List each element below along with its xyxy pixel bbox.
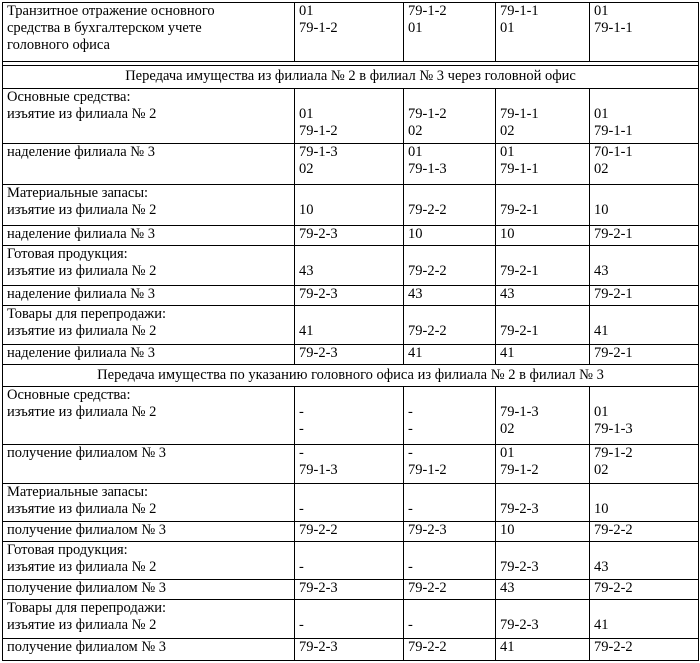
cell-line: 79-2-3	[299, 226, 338, 243]
cell-line: 02	[500, 122, 515, 139]
debit-main-cell	[295, 580, 404, 600]
cell-line: 79-2-1	[500, 322, 539, 339]
debit-main-cell	[295, 3, 404, 62]
cell-line: 79-1-1	[500, 105, 539, 122]
table-row	[3, 345, 699, 365]
cell-line: 79-1-2	[408, 105, 447, 122]
table-row	[3, 305, 699, 344]
credit-branch-cell	[590, 638, 699, 660]
label-cell	[3, 305, 295, 344]
debit-main-cell	[295, 88, 404, 143]
cell-line: -	[299, 421, 304, 438]
cell-line: Материальные запасы:	[7, 483, 149, 500]
cell-line: 01	[594, 404, 609, 421]
cell-line	[299, 89, 399, 106]
credit-main-cell	[404, 522, 496, 542]
label-cell	[3, 600, 295, 638]
cell-line	[500, 484, 585, 501]
cell-line	[594, 542, 694, 559]
cell-line: Основные средства:	[7, 387, 131, 404]
cell-line: Основные средства:	[7, 88, 131, 105]
cell-line	[299, 246, 399, 263]
label-cell	[3, 387, 295, 444]
debit-branch-cell	[496, 638, 590, 660]
cell-line	[408, 185, 491, 202]
cell-line	[594, 600, 694, 617]
table-row	[3, 483, 699, 521]
cell-line: изъятие из филиала № 2	[7, 404, 157, 421]
table-row	[3, 444, 699, 483]
debit-branch-cell	[496, 185, 590, 226]
cell-line: 79-1-2	[594, 444, 633, 461]
cell-line	[408, 600, 491, 617]
cell-line: 79-2-3	[299, 638, 338, 655]
table-row	[3, 185, 699, 226]
cell-line: средства в бухгалтерском учете	[7, 20, 202, 36]
credit-branch-cell	[590, 444, 699, 483]
label-cell	[3, 88, 295, 143]
cell-line: -	[408, 559, 413, 576]
cell-line: 43	[594, 559, 609, 576]
debit-main-cell	[295, 483, 404, 521]
cell-line: 79-2-3	[299, 345, 338, 362]
cell-line: 79-2-3	[299, 285, 338, 302]
cell-line	[408, 89, 491, 106]
cell-line: 01	[594, 105, 609, 122]
cell-line	[408, 306, 491, 323]
cell-line: 79-1-3	[408, 160, 447, 177]
cell-line: 01	[299, 105, 314, 122]
cell-line: Товары для перепродажи:	[7, 600, 166, 617]
cell-line: 79-2-3	[299, 580, 338, 597]
cell-line: изъятие из филиала № 2	[7, 617, 157, 634]
cell-line	[299, 306, 399, 323]
cell-line	[500, 306, 585, 323]
section-header-row	[3, 66, 699, 88]
credit-main-cell	[404, 285, 496, 305]
accounting-entries-table	[2, 2, 699, 661]
debit-branch-cell	[496, 246, 590, 285]
debit-branch-cell	[496, 3, 590, 62]
credit-main-cell	[404, 387, 496, 444]
cell-line: 41	[500, 638, 515, 655]
cell-line: 79-2-2	[594, 638, 633, 655]
cell-line: -	[299, 559, 304, 576]
cell-line: изъятие из филиала № 2	[7, 202, 157, 219]
debit-main-cell	[295, 143, 404, 184]
table-row	[3, 88, 699, 143]
cell-line: наделение филиала № 3	[7, 143, 155, 160]
cell-line: 43	[299, 263, 314, 280]
cell-line: 79-1-2	[500, 461, 539, 478]
cell-line: изъятие из филиала № 2	[7, 105, 157, 122]
credit-branch-cell	[590, 387, 699, 444]
cell-line: Материальные запасы:	[7, 185, 149, 202]
debit-main-cell	[295, 638, 404, 660]
cell-line: -	[408, 617, 413, 634]
credit-branch-cell	[590, 483, 699, 521]
debit-branch-cell	[496, 600, 590, 638]
cell-line: 01	[408, 143, 423, 160]
section-header: Передача имущества по указанию головного офиса из филиала № 2 в филиал № 3	[3, 365, 699, 387]
cell-line: 79-2-2	[408, 263, 447, 280]
debit-branch-cell	[496, 226, 590, 246]
credit-main-cell	[404, 600, 496, 638]
debit-main-cell	[295, 185, 404, 226]
cell-line: -	[299, 404, 304, 421]
credit-main-cell	[404, 444, 496, 483]
cell-line	[7, 462, 290, 479]
debit-main-cell	[295, 285, 404, 305]
cell-line	[594, 387, 694, 404]
table-row	[3, 600, 699, 638]
cell-line	[7, 123, 290, 140]
credit-branch-cell	[590, 226, 699, 246]
cell-line	[594, 306, 694, 323]
credit-main-cell	[404, 345, 496, 365]
table-row	[3, 285, 699, 305]
cell-line: 10	[500, 522, 515, 539]
credit-main-cell	[404, 483, 496, 521]
cell-line: получение филиалом № 3	[7, 444, 167, 461]
cell-line: Товары для перепродажи:	[7, 305, 166, 322]
cell-line: 01	[594, 3, 609, 19]
cell-line	[408, 387, 491, 404]
cell-line: 79-1-1	[500, 160, 539, 177]
debit-main-cell	[295, 226, 404, 246]
debit-main-cell	[295, 387, 404, 444]
cell-line: 79-2-2	[408, 322, 447, 339]
cell-line	[500, 600, 585, 617]
cell-line: получение филиалом № 3	[7, 580, 167, 597]
cell-line: 79-1-3	[299, 143, 338, 160]
cell-line: 02	[299, 160, 314, 177]
cell-line: 79-2-1	[500, 202, 539, 219]
credit-main-cell	[404, 542, 496, 580]
label-cell	[3, 345, 295, 365]
cell-line: 79-2-2	[594, 580, 633, 597]
cell-line: 79-1-2	[408, 461, 447, 478]
credit-branch-cell	[590, 285, 699, 305]
cell-line	[594, 89, 694, 106]
cell-line: 01	[500, 143, 515, 160]
cell-line: получение филиалом № 3	[7, 522, 167, 539]
credit-branch-cell	[590, 580, 699, 600]
cell-line: 10	[408, 226, 423, 243]
label-cell	[3, 444, 295, 483]
cell-line: 02	[500, 421, 515, 438]
cell-line	[500, 387, 585, 404]
cell-line: 02	[594, 160, 609, 177]
cell-line: 43	[500, 285, 515, 302]
cell-line: 10	[299, 202, 314, 219]
credit-branch-cell	[590, 522, 699, 542]
table-row	[3, 542, 699, 580]
cell-line: -	[408, 500, 413, 517]
debit-main-cell	[295, 444, 404, 483]
table-row	[3, 3, 699, 62]
cell-line: 79-2-1	[594, 285, 633, 302]
label-cell	[3, 143, 295, 184]
debit-main-cell	[295, 522, 404, 542]
cell-line: 79-1-1	[594, 122, 633, 139]
cell-line	[594, 484, 694, 501]
credit-branch-cell	[590, 3, 699, 62]
cell-line	[7, 421, 290, 438]
label-cell	[3, 3, 295, 62]
table-row	[3, 638, 699, 660]
cell-line: 43	[500, 580, 515, 597]
debit-main-cell	[295, 345, 404, 365]
debit-branch-cell	[496, 522, 590, 542]
debit-main-cell	[295, 246, 404, 285]
cell-line: 01	[500, 20, 515, 36]
cell-line: Готовая продукция:	[7, 246, 128, 263]
debit-branch-cell	[496, 88, 590, 143]
cell-line: 02	[594, 461, 609, 478]
table-row	[3, 580, 699, 600]
cell-line: наделение филиала № 3	[7, 345, 155, 362]
credit-branch-cell	[590, 88, 699, 143]
cell-line: 79-2-3	[500, 617, 539, 634]
credit-branch-cell	[590, 305, 699, 344]
cell-line: 79-2-1	[594, 345, 633, 362]
credit-main-cell	[404, 305, 496, 344]
cell-line: 79-1-3	[500, 404, 539, 421]
table-row	[3, 387, 699, 444]
table-row	[3, 246, 699, 285]
credit-main-cell	[404, 246, 496, 285]
cell-line: 79-2-2	[408, 580, 447, 597]
cell-line: 41	[500, 345, 515, 362]
cell-line	[500, 89, 585, 106]
cell-line: 10	[594, 202, 609, 219]
cell-line: 79-1-2	[299, 20, 338, 36]
cell-line: 79-2-3	[408, 522, 447, 539]
table-row	[3, 522, 699, 542]
cell-line: 79-2-2	[594, 522, 633, 539]
credit-branch-cell	[590, 246, 699, 285]
label-cell	[3, 638, 295, 660]
cell-line: 70-1-1	[594, 143, 633, 160]
credit-branch-cell	[590, 143, 699, 184]
cell-line: -	[408, 404, 413, 421]
cell-line: -	[299, 500, 304, 517]
cell-line: 01	[408, 20, 423, 36]
cell-line: 79-1-1	[500, 3, 539, 19]
cell-line: 79-2-1	[500, 263, 539, 280]
cell-line: наделение филиала № 3	[7, 285, 155, 302]
credit-main-cell	[404, 185, 496, 226]
debit-branch-cell	[496, 143, 590, 184]
cell-line: 79-2-2	[408, 202, 447, 219]
label-cell	[3, 185, 295, 226]
cell-line: 79-2-1	[594, 226, 633, 243]
debit-main-cell	[295, 542, 404, 580]
label-cell	[3, 542, 295, 580]
cell-line: 41	[408, 345, 423, 362]
cell-line	[299, 387, 399, 404]
cell-line	[299, 600, 399, 617]
cell-line: изъятие из филиала № 2	[7, 500, 157, 517]
cell-line: 79-2-2	[408, 638, 447, 655]
cell-line: наделение филиала № 3	[7, 226, 155, 243]
cell-line: -	[299, 444, 304, 461]
label-cell	[3, 483, 295, 521]
debit-branch-cell	[496, 444, 590, 483]
label-cell	[3, 522, 295, 542]
cell-line: 01	[500, 444, 515, 461]
cell-line: изъятие из филиала № 2	[7, 322, 157, 339]
cell-line: -	[408, 444, 413, 461]
credit-branch-cell	[590, 542, 699, 580]
cell-line	[408, 484, 491, 501]
debit-branch-cell	[496, 345, 590, 365]
cell-line: -	[408, 421, 413, 438]
cell-line: 79-2-3	[500, 559, 539, 576]
section-header: Передача имущества из филиала № 2 в филиал № 3 через головной офис	[3, 66, 699, 88]
cell-line: 79-2-2	[299, 522, 338, 539]
label-cell	[3, 246, 295, 285]
cell-line: 01	[299, 3, 314, 19]
cell-line: 79-1-3	[594, 421, 633, 438]
credit-main-cell	[404, 3, 496, 62]
debit-branch-cell	[496, 542, 590, 580]
cell-line	[594, 185, 694, 202]
cell-line: изъятие из филиала № 2	[7, 263, 157, 280]
cell-line: получение филиалом № 3	[7, 638, 167, 655]
credit-branch-cell	[590, 185, 699, 226]
cell-line	[594, 246, 694, 263]
debit-branch-cell	[496, 483, 590, 521]
credit-branch-cell	[590, 345, 699, 365]
cell-line: 79-2-3	[500, 500, 539, 517]
cell-line: 79-1-3	[299, 461, 338, 478]
cell-line: 41	[594, 617, 609, 634]
credit-main-cell	[404, 638, 496, 660]
cell-line: 02	[408, 122, 423, 139]
credit-main-cell	[404, 88, 496, 143]
cell-line: 43	[594, 263, 609, 280]
debit-main-cell	[295, 600, 404, 638]
cell-line: 79-1-2	[408, 3, 447, 19]
cell-line: -	[299, 617, 304, 634]
cell-line: Готовая продукция:	[7, 542, 128, 559]
cell-line: 79-1-2	[299, 122, 338, 139]
credit-main-cell	[404, 580, 496, 600]
debit-branch-cell	[496, 305, 590, 344]
cell-line	[408, 246, 491, 263]
cell-line	[299, 185, 399, 202]
table-row	[3, 143, 699, 184]
cell-line: 10	[594, 500, 609, 517]
cell-line: 43	[408, 285, 423, 302]
cell-line	[299, 542, 399, 559]
cell-line	[500, 185, 585, 202]
cell-line	[500, 246, 585, 263]
table-row	[3, 226, 699, 246]
credit-branch-cell	[590, 600, 699, 638]
cell-line: 41	[594, 322, 609, 339]
cell-line: 79-1-1	[594, 20, 633, 36]
cell-line	[408, 542, 491, 559]
cell-line: Транзитное отражение основного	[7, 3, 215, 19]
cell-line: 41	[299, 322, 314, 339]
debit-main-cell	[295, 305, 404, 344]
cell-line	[500, 542, 585, 559]
cell-line	[299, 484, 399, 501]
debit-branch-cell	[496, 580, 590, 600]
label-cell	[3, 226, 295, 246]
cell-line: головного офиса	[7, 37, 110, 53]
label-cell	[3, 580, 295, 600]
label-cell	[3, 285, 295, 305]
credit-main-cell	[404, 143, 496, 184]
debit-branch-cell	[496, 387, 590, 444]
cell-line: 10	[500, 226, 515, 243]
section-header-row	[3, 365, 699, 387]
debit-branch-cell	[496, 285, 590, 305]
cell-line: изъятие из филиала № 2	[7, 559, 157, 576]
credit-main-cell	[404, 226, 496, 246]
